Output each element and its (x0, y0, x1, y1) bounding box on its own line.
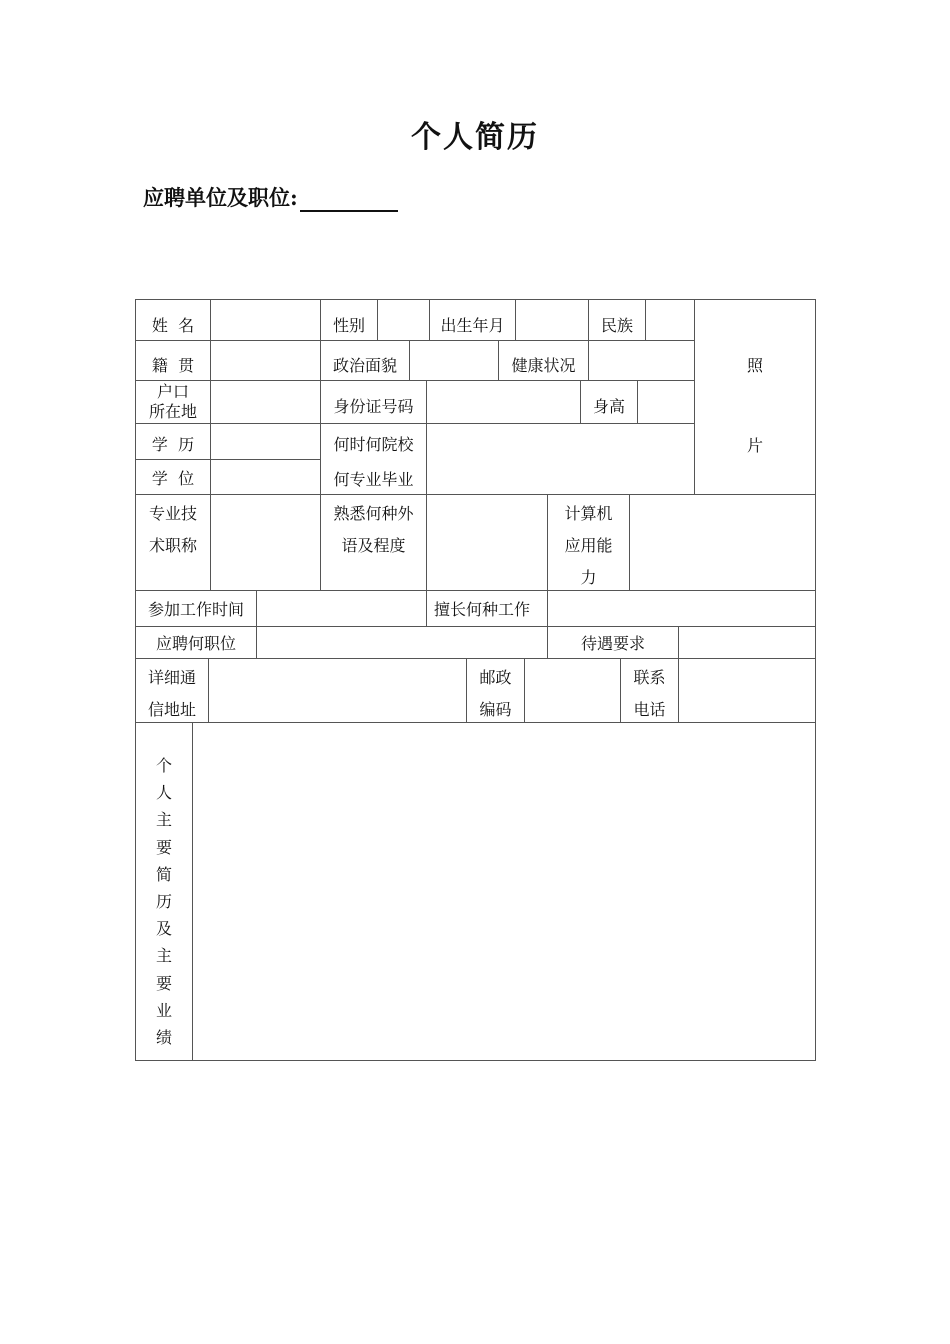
address-field[interactable] (209, 659, 466, 722)
health-label: 健康状况 (511, 356, 576, 375)
birth-field[interactable] (516, 300, 588, 340)
ethnicity-label: 民族 (600, 316, 633, 335)
postcode-field[interactable] (525, 659, 620, 722)
hukou-label-line-1: 户口 (156, 382, 189, 401)
gender-field[interactable] (378, 300, 429, 340)
language-field[interactable] (427, 495, 547, 590)
native-place-field[interactable] (211, 341, 320, 380)
resume-field[interactable] (193, 723, 815, 1060)
address-label-line-2: 信地址 (147, 700, 196, 719)
resume-char: 主 (155, 810, 172, 830)
height-label: 身高 (592, 397, 625, 416)
graduated-label-1: 何时何院校 (333, 435, 414, 454)
resume-char: 简 (155, 864, 172, 884)
graduated-label-2: 何专业毕业 (333, 470, 414, 489)
hukou-label (136, 381, 210, 423)
height-field[interactable] (638, 381, 694, 423)
postcode-label-line-2: 编码 (479, 700, 512, 719)
id-number-label: 身份证号码 (333, 397, 414, 416)
name-label: 姓 名 (151, 316, 195, 335)
political-field[interactable] (410, 341, 498, 380)
phone-label-line-1: 联系 (633, 668, 666, 687)
id-number-field[interactable] (427, 381, 580, 423)
resume-char: 业 (155, 1000, 172, 1020)
resume-label (136, 752, 192, 1052)
resume-char: 人 (155, 783, 172, 803)
language-label-line-2: 语及程度 (341, 536, 406, 555)
name-field[interactable] (211, 300, 320, 340)
resume-char: 历 (155, 892, 172, 912)
phone-label (621, 662, 678, 726)
gender-label: 性别 (332, 316, 365, 335)
education-label: 学 历 (151, 435, 195, 454)
degree-label: 学 位 (151, 469, 195, 488)
title-label (136, 498, 210, 562)
computer-field[interactable] (630, 495, 815, 590)
title-label-line-2: 术职称 (148, 536, 197, 555)
photo-label-1: 照 (746, 356, 763, 375)
resume-char: 个 (155, 756, 172, 775)
salary-label: 待遇要求 (580, 634, 645, 653)
computer-label (548, 498, 629, 594)
title-label-line-1: 专业技 (148, 504, 197, 523)
hukou-field[interactable] (211, 381, 320, 423)
computer-label-line-1: 计算机 (564, 504, 613, 523)
resume-char: 绩 (155, 1028, 172, 1048)
resume-char: 要 (155, 973, 172, 993)
postcode-label-line-1: 邮政 (479, 668, 512, 687)
address-label (136, 662, 208, 726)
phone-field[interactable] (679, 659, 815, 722)
postcode-label (467, 662, 524, 726)
computer-label-line-3: 力 (580, 568, 597, 587)
photo-label-2: 片 (746, 436, 763, 455)
native-place-label: 籍 贯 (151, 356, 195, 375)
health-field[interactable] (589, 341, 694, 380)
photo-area[interactable] (695, 300, 815, 494)
language-label-line-1: 熟悉何种外 (333, 504, 414, 523)
education-field[interactable] (211, 424, 320, 459)
resume-char: 要 (155, 837, 172, 857)
ethnicity-field[interactable] (646, 300, 694, 340)
resume-char: 及 (155, 919, 172, 939)
degree-field[interactable] (211, 460, 320, 494)
title-field[interactable] (211, 495, 320, 590)
salary-field[interactable] (679, 627, 815, 658)
specialty-field[interactable] (548, 591, 815, 626)
hukou-label-line-2: 所在地 (148, 402, 197, 421)
language-label (321, 498, 426, 562)
resume-char: 主 (155, 946, 172, 966)
specialty-label: 擅长何种工作 (433, 600, 530, 619)
computer-label-line-2: 应用能 (564, 536, 613, 555)
work-start-label: 参加工作时间 (147, 600, 244, 619)
applied-unit-label: 应聘单位及职位: (143, 185, 298, 210)
position-field[interactable] (257, 627, 547, 658)
address-label-line-1: 详细通 (147, 668, 196, 687)
political-label: 政治面貌 (332, 356, 397, 375)
birth-label: 出生年月 (440, 316, 505, 335)
graduated-field[interactable] (427, 424, 694, 494)
work-start-field[interactable] (257, 591, 426, 626)
phone-label-line-2: 电话 (633, 700, 666, 719)
position-label: 应聘何职位 (155, 634, 236, 653)
page-title: 个人简历 (411, 120, 539, 155)
grid-line (135, 1060, 816, 1061)
grid-line (815, 299, 816, 1061)
